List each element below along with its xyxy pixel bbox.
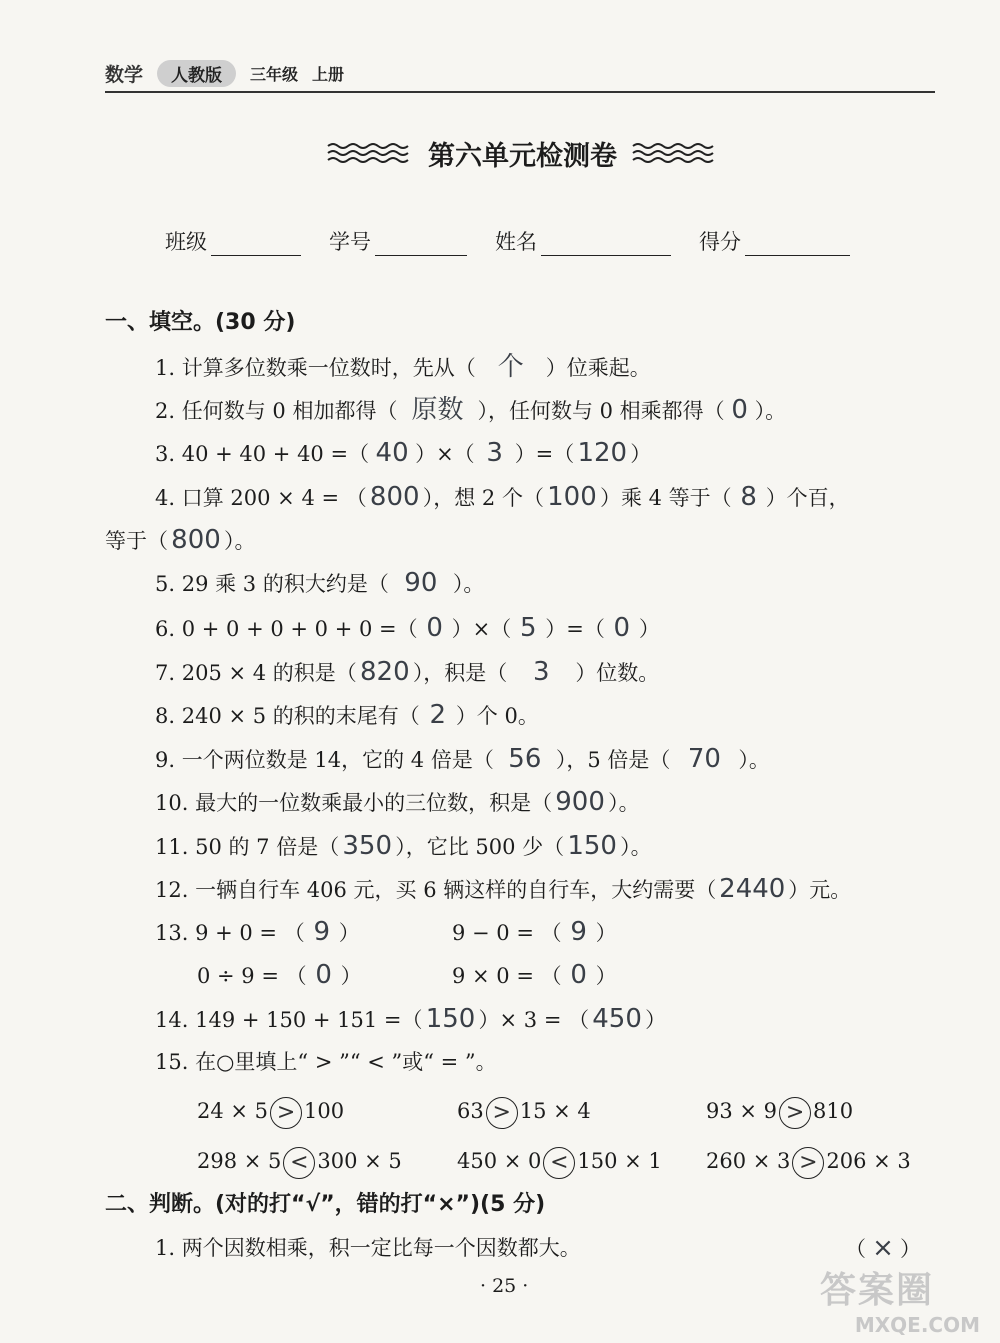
compare-circle[interactable]: > <box>779 1097 811 1129</box>
question-11: 11. 50 的 7 倍是（ 350 ），它比 500 少（ 150 ）。 <box>155 831 652 861</box>
grade-label: 三年级 <box>250 64 299 84</box>
compare-circle[interactable]: > <box>486 1097 518 1129</box>
section-1-title: 一、填空。(30 分) <box>105 310 296 335</box>
answer-4d[interactable]: 800 <box>171 525 221 555</box>
page-header <box>105 55 935 93</box>
answer-4c[interactable]: 8 <box>740 482 757 512</box>
question-3: 3. 40 + 40 + 40 =（ 40 ）×（ 3 ）=（ 120 ） <box>155 438 652 468</box>
answer-13c[interactable]: 0 <box>315 960 332 990</box>
compare-item: 450 × 0 < 150 × 1 <box>457 1146 662 1179</box>
answer-5[interactable]: 90 <box>404 568 438 598</box>
question-12: 12. 一辆自行车 406 元，买 6 辆这样的自行车，大约需要（ 2440 ）元。 <box>155 874 852 904</box>
compare-item: 24 × 5 > 100 <box>197 1096 344 1129</box>
question-14: 14. 149 + 150 + 151 =（ 150 ）× 3 = （ 450 ） <box>155 1004 667 1034</box>
score-field[interactable]: 得分 <box>699 226 850 256</box>
student-id-field[interactable]: 学号 <box>329 226 467 256</box>
answer-7a[interactable]: 820 <box>359 657 410 687</box>
answer-14a[interactable]: 150 <box>425 1004 476 1034</box>
answer-3c[interactable]: 120 <box>577 438 628 468</box>
judge-answer-1[interactable]: （ × ） <box>845 1233 921 1263</box>
question-6: 6. 0 + 0 + 0 + 0 + 0 =（ 0 ）×（ 5 ）=（ 0 ） <box>155 613 660 643</box>
question-4: 4. 口算 200 × 4 = （ 800 ），想 2 个（ 100 ）乘 4 等于（ 8 ）个百， <box>155 482 850 512</box>
answer-2b[interactable]: 0 <box>731 395 748 425</box>
question-13-row-1-right: 9 − 0 = （ 9 ） <box>452 917 617 947</box>
name-field[interactable]: 姓名 <box>495 226 671 256</box>
compare-circle[interactable]: > <box>270 1097 302 1129</box>
question-13-row-2-right: 9 × 0 = （ 0 ） <box>452 960 617 990</box>
answer-6a[interactable]: 0 <box>426 613 443 643</box>
title-row <box>300 130 745 176</box>
edition-badge: 人教版 <box>157 60 236 87</box>
compare-circle[interactable]: > <box>792 1147 824 1179</box>
answer-4a[interactable]: 800 <box>369 482 420 512</box>
compare-item: 260 × 3 > 206 × 3 <box>706 1146 911 1179</box>
compare-item: 63 > 15 × 4 <box>457 1096 591 1129</box>
question-8: 8. 240 × 5 的积的末尾有（ 2 ）个 0。 <box>155 700 539 730</box>
answer-4b[interactable]: 100 <box>547 482 597 512</box>
answer-6b[interactable]: 5 <box>519 613 537 643</box>
answer-9a[interactable]: 56 <box>508 744 542 774</box>
compare-circle[interactable]: < <box>283 1147 315 1179</box>
term-label: 上册 <box>312 64 345 84</box>
compare-item: 298 × 5 < 300 × 5 <box>197 1146 402 1179</box>
left-wave-icon <box>326 141 414 165</box>
question-1: 1. 计算多位数乘一位数时，先从（ 个 ）位乘起。 <box>155 352 651 382</box>
answer-11b[interactable]: 150 <box>567 831 617 861</box>
question-5: 5. 29 乘 3 的积大约是（ 90 ）。 <box>155 568 485 598</box>
page-number: · 25 · <box>480 1275 529 1297</box>
answer-7b[interactable]: 3 <box>533 657 550 687</box>
subject-label: 数学 <box>105 63 144 86</box>
answer-9b[interactable]: 70 <box>687 744 721 774</box>
answer-6c[interactable]: 0 <box>613 613 631 643</box>
question-10: 10. 最大的一位数乘最小的三位数，积是（ 900 ）。 <box>155 787 640 817</box>
answer-13b[interactable]: 9 <box>570 917 587 947</box>
watermark-logo: 答案圈 MXQE.COM <box>820 1270 980 1337</box>
question-7: 7. 205 × 4 的积是（ 820 ），积是（ 3 ）位数。 <box>155 657 660 687</box>
answer-2a[interactable]: 原数 <box>411 395 464 425</box>
answer-3a[interactable]: 40 <box>375 438 409 468</box>
question-9: 9. 一个两位数是 14，它的 4 倍是（ 56 ），5 倍是（ 70 ）。 <box>155 744 770 774</box>
question-13-row-1: 13. 9 + 0 = （ 9 ） <box>155 917 360 947</box>
answer-3b[interactable]: 3 <box>486 438 503 468</box>
compare-circle[interactable]: < <box>543 1147 575 1179</box>
answer-8[interactable]: 2 <box>429 700 447 730</box>
class-field[interactable]: 班级 <box>165 226 301 256</box>
compare-item: 93 × 9 > 810 <box>706 1096 853 1129</box>
right-wave-icon <box>631 141 719 165</box>
student-info-row <box>165 222 885 256</box>
page-title: 第六单元检测卷 <box>428 140 617 172</box>
answer-13d[interactable]: 0 <box>570 960 587 990</box>
answer-13a[interactable]: 9 <box>313 917 330 947</box>
answer-1[interactable]: 个 <box>497 352 524 382</box>
answer-12[interactable]: 2440 <box>719 874 786 904</box>
question-4-continued: 等于（ 800 ）。 <box>105 525 256 555</box>
question-13-row-2: 0 ÷ 9 = （ 0 ） <box>197 960 362 990</box>
section-2-title: 二、判断。(对的打“√”，错的打“×”)(5 分) <box>105 1192 546 1217</box>
answer-11a[interactable]: 350 <box>342 831 393 861</box>
question-2: 2. 任何数与 0 相加都得（ 原数 ），任何数与 0 相乘都得（ 0 ）。 <box>155 395 787 425</box>
answer-14b[interactable]: 450 <box>592 1004 642 1034</box>
question-15: 15. 在○里填上“ > ”“ < ”或“ = ”。 <box>155 1050 497 1074</box>
judge-question-1: 1. 两个因数相乘，积一定比每一个因数都大。 <box>155 1236 581 1260</box>
answer-10[interactable]: 900 <box>555 787 605 817</box>
